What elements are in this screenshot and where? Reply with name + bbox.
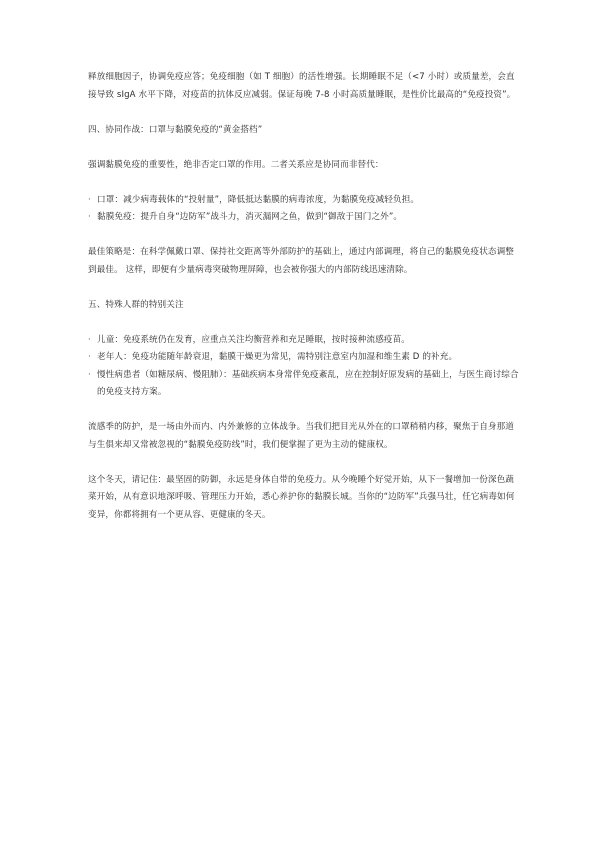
bullet-item-mucosal-immunity — [88, 209, 520, 227]
bullet-item-mask — [88, 192, 520, 210]
spacer — [88, 139, 520, 157]
spacer — [88, 104, 520, 122]
bullet-dot: · — [88, 352, 91, 362]
sleep-paragraph: 释放细胞因子，协调免疫应答；免疫细胞（如 T 细胞）的活性增强。长期睡眠不足（<7 小时）或质量差，会直接导致 sIgA 水平下降，对疫苗的抗体反应减弱。保证每晚 7-8 小时高质量睡眠，是性价比最高的“免疫投资”。 — [88, 72, 516, 100]
bullet-text: 慢性病患者（如糖尿病、慢阻肺）：基础疾病本身常伴免疫紊乱，应在控制好原发病的基础上，与医生商讨综合的免疫支持方案。 — [97, 369, 519, 397]
summary-paragraph: 流感季的防护，是一场由外而内、内外兼修的立体战争。当我们把目光从外在的口罩稍稍内移，聚焦于自身那道与生俱来却又常被忽视的“黏膜免疫防线”时，我们便掌握了更为主动的健康权。 — [88, 422, 514, 450]
section-heading-5: 五、特殊人群的特别关注 — [88, 299, 184, 310]
bullet-text: 老年人：免疫功能随年龄衰退，黏膜干燥更为常见，需特别注意室内加湿和维生素 D 的补充。 — [97, 352, 458, 362]
section-heading-4: 四、协同作战：口罩与黏膜免疫的“黄金搭档” — [88, 124, 263, 135]
spacer — [88, 227, 520, 245]
document-page — [88, 69, 520, 524]
spacer — [88, 314, 520, 332]
spacer — [88, 454, 520, 472]
bullet-item-elderly — [88, 349, 520, 367]
bullet-text: 黏膜免疫：提升自身“边防军”战斗力，消灭漏网之鱼，做到“御敌于国门之外”。 — [97, 212, 403, 222]
synergy-intro-paragraph: 强调黏膜免疫的重要性，绝非否定口罩的作用。二者关系应是协同而非替代： — [88, 159, 384, 170]
spacer — [88, 174, 520, 192]
bullet-text: 口罩：减少病毒载体的“投射量”，降低抵达黏膜的病毒浓度，为黏膜免疫减轻负担。 — [97, 194, 420, 205]
bullet-dot: · — [88, 194, 91, 205]
bullet-text: 儿童：免疫系统仍在发育，应重点关注均衡营养和充足睡眠，按时接种流感疫苗。 — [97, 334, 410, 345]
bullet-dot: · — [88, 212, 91, 222]
bullet-item-children — [88, 332, 520, 350]
closing-paragraph: 这个冬天，请记住：最坚固的防御，永远是身体自带的免疫力。从今晚睡个好觉开始，从下一餐增加一份深色蔬菜开始，从有意识地深呼吸、管理压力开始，悉心养护你的黏膜长城。当你的“边防军”兵强马壮，任它病毒如何变异，你都将拥有一个更从容、更健康的冬天。 — [88, 474, 515, 520]
spacer — [88, 279, 520, 297]
bullet-dot: · — [88, 334, 91, 345]
bullet-item-chronic-patients — [88, 367, 520, 402]
strategy-paragraph: 最佳策略是：在科学佩戴口罩、保持社交距离等外部防护的基础上，通过内部调理，将自己的黏膜免疫状态调整到最佳。 这样，即便有少量病毒突破物理屏障，也会被你强大的内部防线迅速清除。 — [88, 247, 514, 275]
bullet-dot: · — [88, 369, 91, 380]
spacer — [88, 402, 520, 420]
